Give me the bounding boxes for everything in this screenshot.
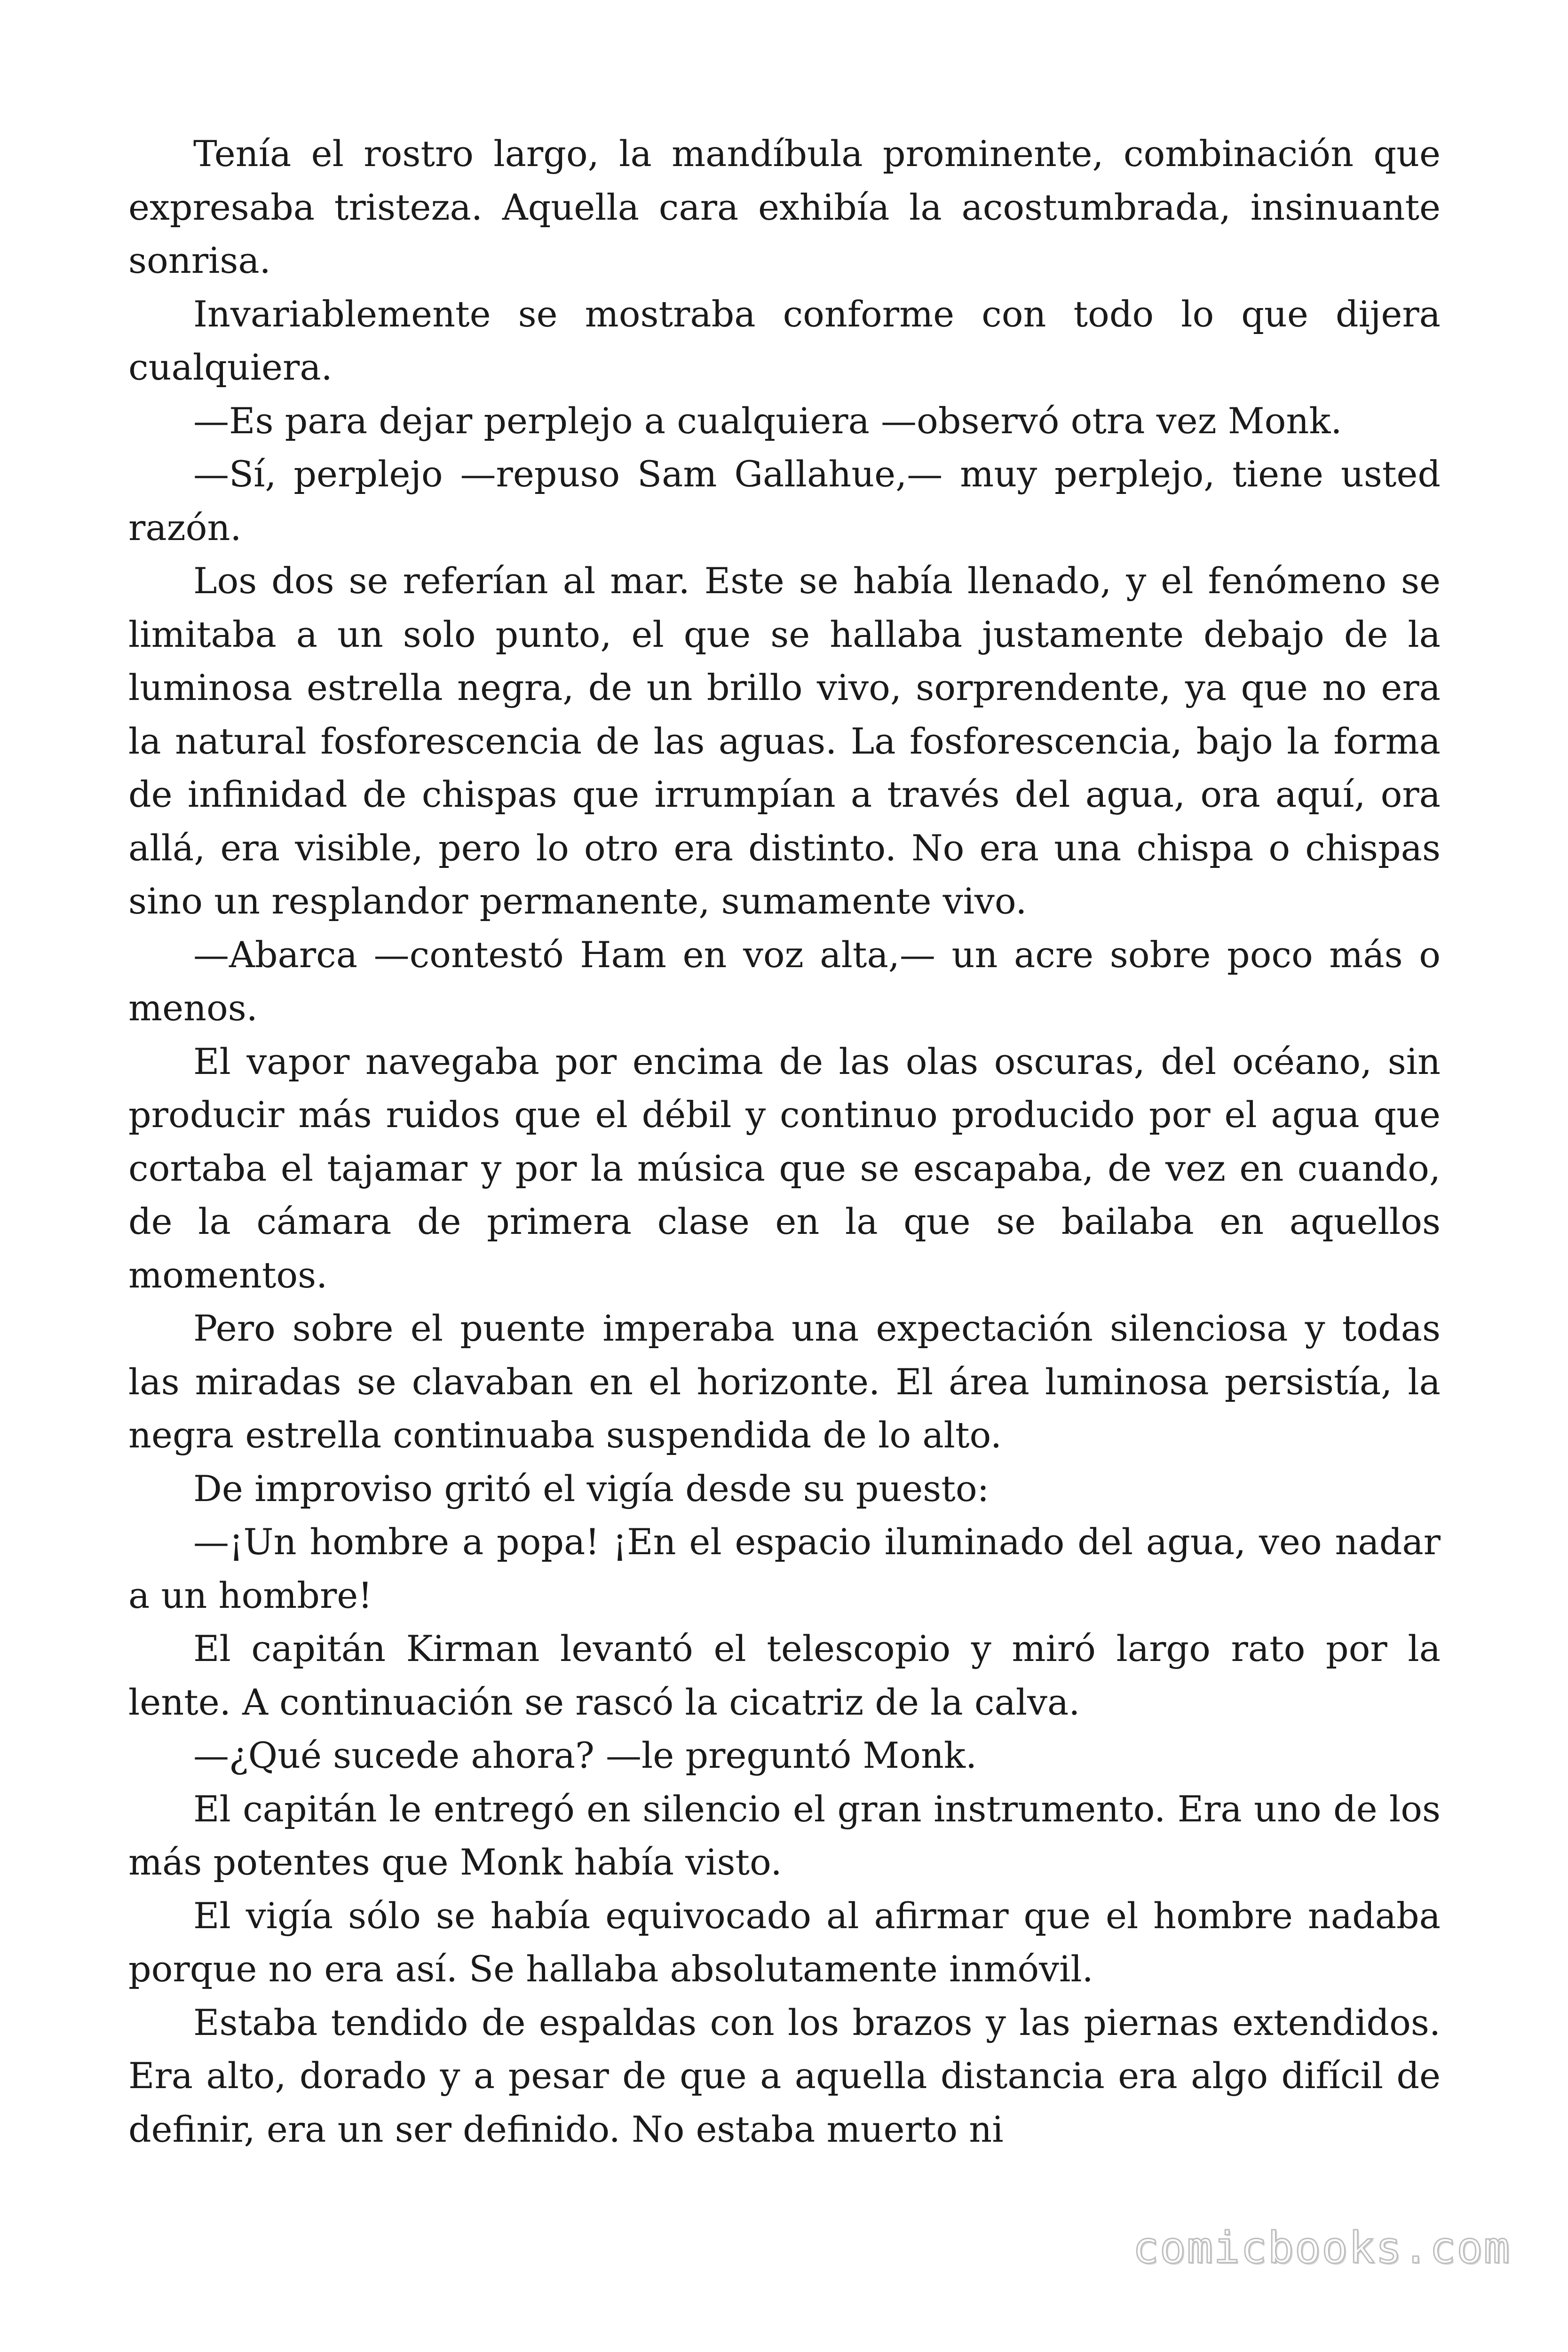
paragraph: Invariablemente se mostraba conforme con todo lo que dijera cualquiera. [128,293,1441,388]
body-text [128,127,1441,2156]
paragraph: —¿Qué sucede ahora? —le preguntó Monk. [193,1734,977,1776]
paragraph: El vigía sólo se había equivocado al afirmar que el hombre nadaba porque no era así. Se hallaba absolutamente inmóvil. [128,1894,1441,1990]
paragraph: Los dos se referían al mar. Este se había llenado, y el fenómeno se limitaba a un solo punto, el que se hallaba justamente debajo de la luminosa estrella negra, de un brillo vivo, sorprendente, ya que no era la natural fosforescencia de las aguas. La fosforescencia, bajo la forma de infinidad de chispas que irrumpían a través del agua, ora aquí, ora allá, era visible, pero lo otro era distinto. No era una chispa o chispas sino un resplandor permanente, sumamente vivo. [128,560,1441,922]
paragraph: El capitán le entregó en silencio el gran instrumento. Era uno de los más potentes que Monk había visto. [128,1788,1441,1883]
paragraph: Estaba tendido de espaldas con los brazos y las piernas extendidos. Era alto, dorado y a pesar de que a aquella distancia era algo difícil de definir, era un ser definido. No estaba muerto ni [128,2001,1441,2150]
paragraph: De improviso gritó el vigía desde su puesto: [193,1467,990,1510]
paragraph: —Abarca —contestó Ham en voz alta,— un acre sobre poco más o menos. [128,933,1441,1029]
paragraph: Tenía el rostro largo, la mandíbula prominente, combinación que expresaba tristeza. Aquella cara exhibía la acostumbrada, insinuante sonrisa. [128,133,1441,281]
watermark: comicbooks.com [1132,2223,1511,2273]
paragraph: El vapor navegaba por encima de las olas oscuras, del océano, sin producir más ruidos que el débil y continuo producido por el agua que cortaba el tajamar y por la música que se escapaba, de vez en cuando, de la cámara de primera clase en la que se bailaba en aquellos momentos. [128,1040,1441,1296]
paragraph: —¡Un hombre a popa! ¡En el espacio iluminado del agua, veo nadar a un hombre! [128,1521,1441,1616]
paragraph: —Es para dejar perplejo a cualquiera —observó otra vez Monk. [193,399,1342,442]
paragraph: El capitán Kirman levantó el telescopio y miró largo rato por la lente. A continuación se rascó la cicatriz de la calva. [128,1628,1441,1723]
paragraph: —Sí, perplejo —repuso Sam Gallahue,— muy perplejo, tiene usted razón. [128,453,1441,548]
paragraph: Pero sobre el puente imperaba una expectación silenciosa y todas las miradas se clavaban en el horizonte. El área luminosa persistía, la negra estrella continuaba suspendida de lo alto. [128,1307,1441,1456]
